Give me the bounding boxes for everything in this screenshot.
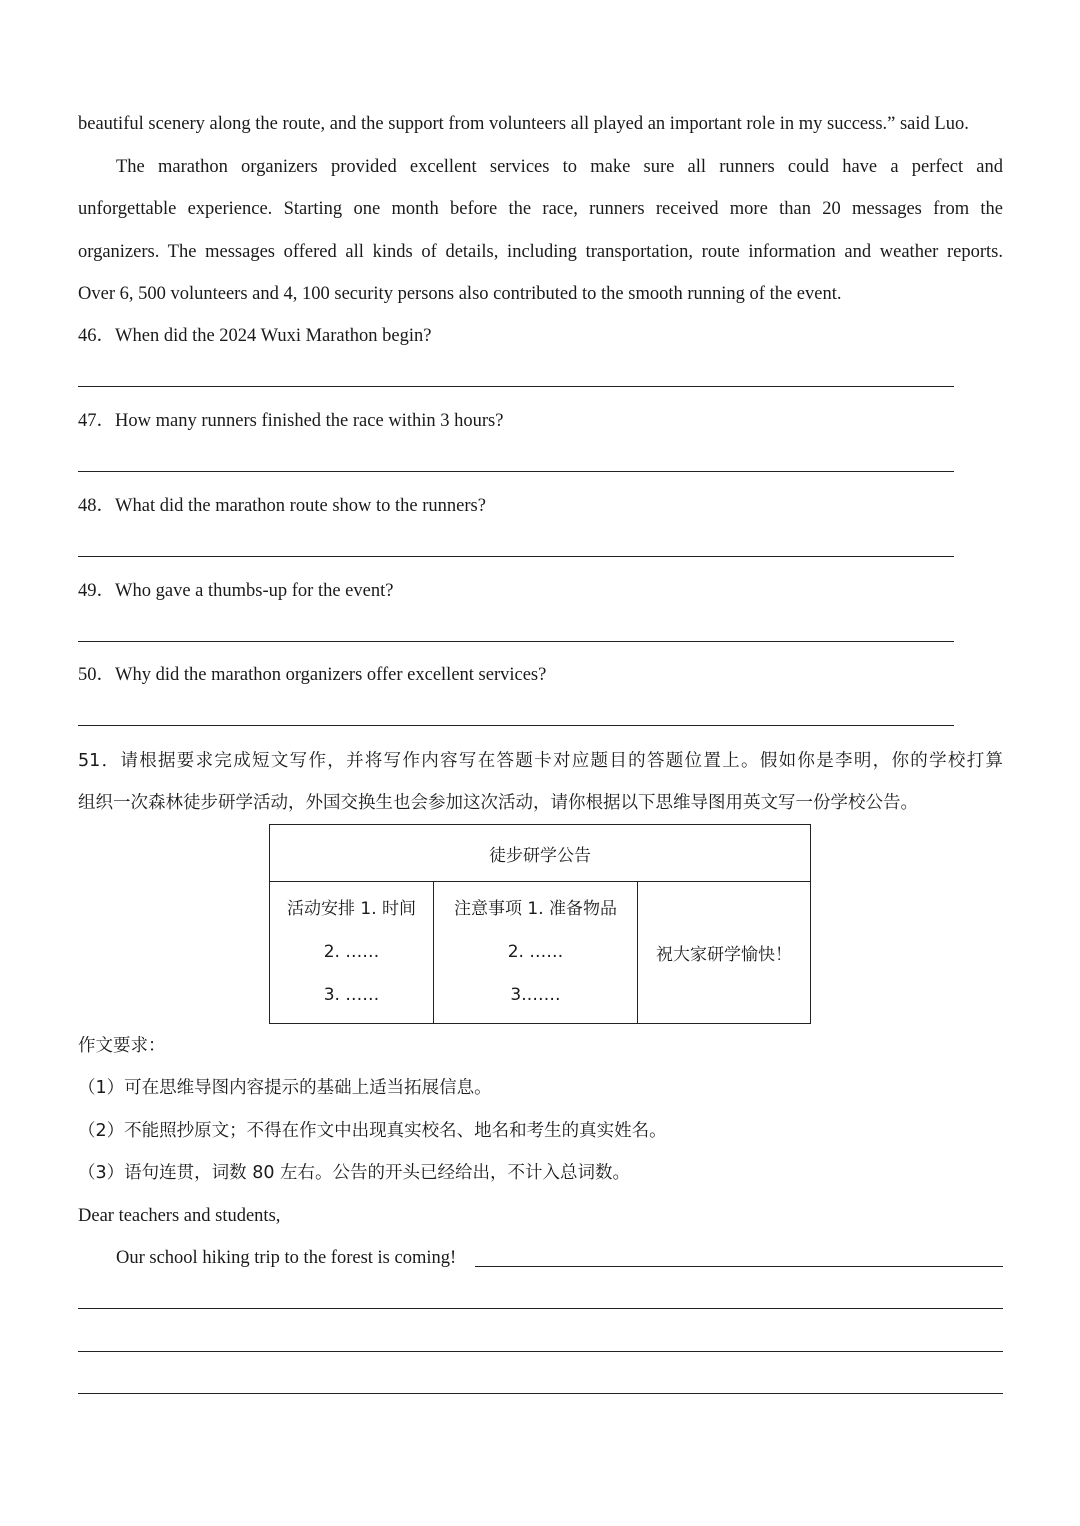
writing-answer-line[interactable]	[78, 1393, 1003, 1394]
writing-answer-line[interactable]	[78, 1351, 1003, 1352]
question-47	[78, 409, 503, 433]
question-text: Why did the marathon organizers offer excellent services?	[115, 665, 547, 685]
question-text: Who gave a thumbs-up for the event?	[115, 581, 394, 601]
question-48	[78, 494, 486, 518]
writing-prompt-line: 组织一次森林徒步研学活动，外国交换生也会参加这次活动，请你根据以下思维导图用英文写一份学校公告。	[78, 793, 918, 813]
passage-line: Over 6, 500 volunteers and 4, 100 security persons also contributed to the smooth running of the event.	[78, 284, 842, 304]
question-50	[78, 663, 546, 687]
mind-map-item: 注意事项 1. 准备物品	[453, 899, 618, 919]
mind-map-item: 2. ……	[507, 942, 564, 962]
answer-line-47[interactable]	[78, 471, 954, 472]
mind-map-item: 2. ……	[323, 942, 380, 962]
mind-map-item: 活动安排 1. 时间	[286, 899, 417, 919]
question-text: How many runners finished the race within 3 hours?	[115, 411, 504, 431]
passage-line: unforgettable experience. Starting one month before the race, runners received more than 20 messages from the	[78, 199, 1003, 219]
requirement-item: （1）可在思维导图内容提示的基础上适当拓展信息。	[78, 1078, 492, 1098]
mind-map-item: 3. ……	[323, 985, 380, 1005]
letter-opening: Our school hiking trip to the forest is coming!	[116, 1248, 457, 1268]
question-number: 50．	[78, 665, 116, 685]
mind-map-title: 徒步研学公告	[270, 825, 811, 882]
requirement-item: （2）不能照抄原文；不得在作文中出现真实校名、地名和考生的真实姓名。	[78, 1121, 667, 1141]
mind-map-table	[269, 824, 811, 1024]
question-number: 46．	[78, 326, 116, 346]
passage-line: beautiful scenery along the route, and the support from volunteers all played an important role in my success.” said Luo.	[78, 114, 969, 134]
answer-line-49[interactable]	[78, 641, 954, 642]
question-49	[78, 579, 393, 603]
question-46	[78, 324, 431, 348]
answer-line-46[interactable]	[78, 386, 954, 387]
mind-map-activity-column	[270, 882, 434, 1024]
question-number: 48．	[78, 496, 116, 516]
answer-line-48[interactable]	[78, 556, 954, 557]
mind-map-closing: 祝大家研学愉快！	[638, 882, 811, 1024]
requirements-title: 作文要求：	[78, 1036, 166, 1056]
mind-map-notes-column	[434, 882, 638, 1024]
question-text: What did the marathon route show to the runners?	[115, 496, 486, 516]
answer-line-50[interactable]	[78, 725, 954, 726]
question-number: 49．	[78, 581, 116, 601]
question-number: 47．	[78, 411, 116, 431]
passage-line: organizers. The messages offered all kinds of details, including transportation, route information and weather reports.	[78, 242, 1003, 262]
writing-prompt-line: 51．请根据要求完成短文写作，并将写作内容写在答题卡对应题目的答题位置上。假如你是李明，你的学校打算	[78, 751, 1003, 771]
writing-answer-line[interactable]	[475, 1266, 1003, 1267]
mind-map-item: 3.……	[510, 985, 561, 1005]
letter-greeting: Dear teachers and students,	[78, 1206, 281, 1226]
question-text: When did the 2024 Wuxi Marathon begin?	[115, 326, 432, 346]
requirement-item: （3）语句连贯，词数 80 左右。公告的开头已经给出，不计入总词数。	[78, 1163, 631, 1183]
passage-line: The marathon organizers provided excellent services to make sure all runners could have a perfect and	[116, 157, 1003, 177]
writing-answer-line[interactable]	[78, 1308, 1003, 1309]
